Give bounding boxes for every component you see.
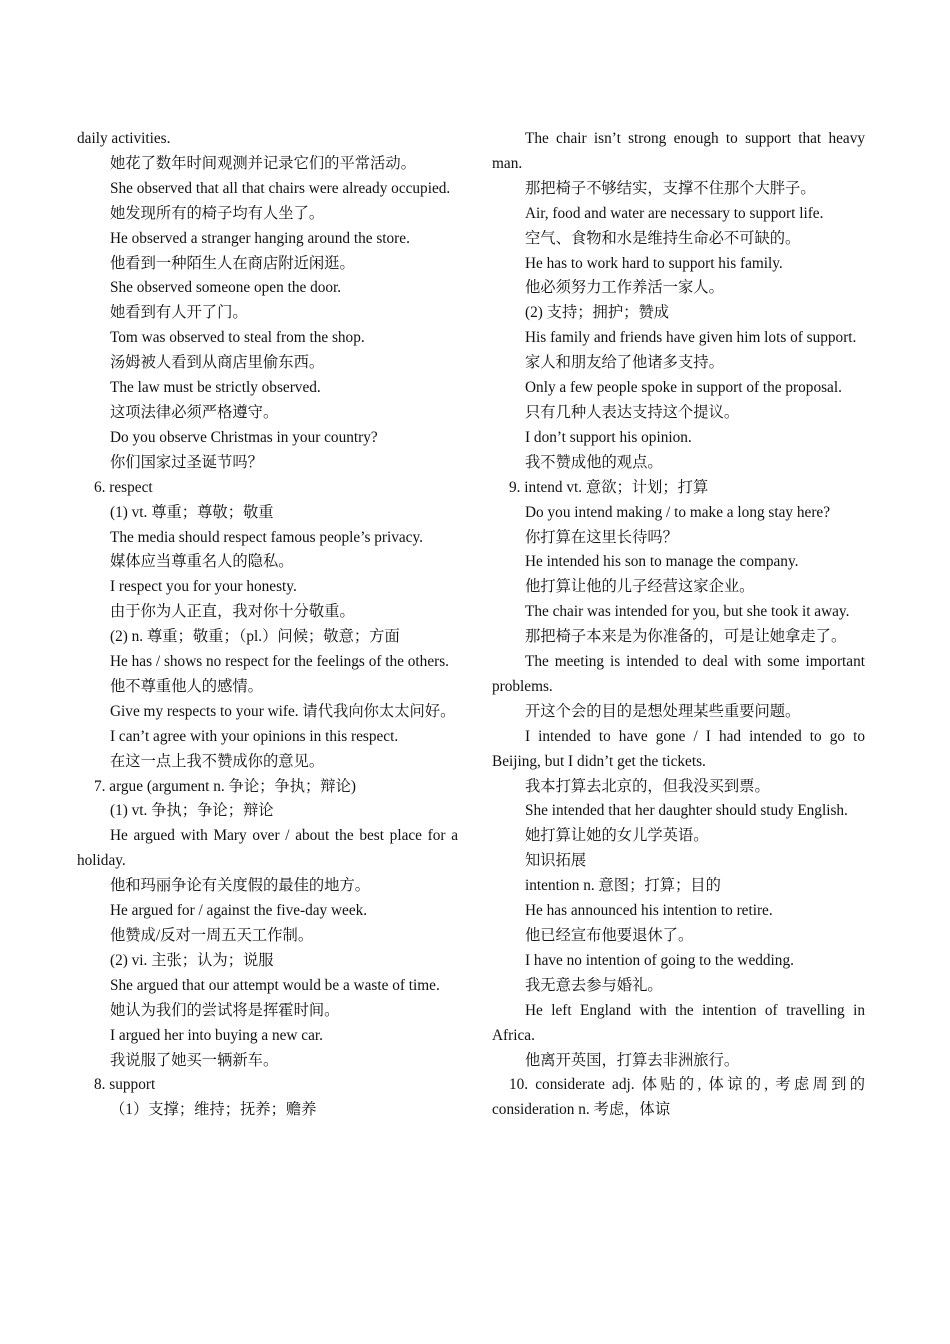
right-paragraph: 你打算在这里长待吗？ — [525, 528, 678, 546]
right-paragraph: 她打算让她的女儿学英语。 — [525, 827, 709, 845]
left-paragraph: 她花了数年时间观测并记录它们的平常活动。 — [110, 154, 416, 172]
right-paragraph: I have no intention of going to the wedding. — [525, 951, 794, 969]
right-paragraph: 我不赞成他的观点。 — [525, 453, 663, 471]
left-paragraph: She observed someone open the door. — [110, 279, 342, 297]
right-paragraph: The chair isn’t strong enough to support that heavy man. — [492, 130, 865, 172]
left-paragraph: 他赞成/反对一周五天工作制。 — [110, 927, 314, 944]
left-paragraph: 这项法律必须严格遵守。 — [110, 403, 279, 421]
right-paragraph: Do you intend making / to make a long stay here? — [525, 503, 831, 521]
right-paragraph: 他打算让他的儿子经营这家企业。 — [525, 578, 755, 596]
left-paragraph: 她发现所有的椅子均有人坐了。 — [110, 204, 325, 222]
left-paragraph: He argued with Mary over / about the best place for a holiday. — [77, 827, 458, 870]
left-paragraph: He argued for / against the five-day week. — [110, 902, 368, 920]
left-column — [77, 127, 458, 1123]
left-paragraph: The law must be strictly observed. — [110, 379, 321, 397]
right-paragraph: 我本打算去北京的，但我没买到票。 — [525, 777, 770, 795]
left-paragraph: Tom was observed to steal from the shop. — [110, 329, 365, 347]
left-paragraph: I respect you for your honesty. — [110, 578, 297, 596]
left-paragraph: daily activities. — [77, 130, 171, 147]
right-paragraph: 那把椅子不够结实，支撑不住那个大胖子。 — [525, 179, 816, 197]
right-paragraph: He intended his son to manage the company. — [525, 553, 799, 571]
left-paragraph: （1）支撑；维持；抚养；赡养 — [110, 1101, 317, 1119]
left-paragraph: He has / shows no respect for the feelings of the others. — [110, 653, 449, 671]
right-paragraph: 家人和朋友给了他诸多支持。 — [525, 354, 724, 372]
right-paragraph: 他必须努力工作养活一家人。 — [525, 279, 724, 297]
right-paragraph: intention n. 意图；打算；目的 — [525, 877, 721, 895]
right-paragraph: 他离开英国，打算去非洲旅行。 — [525, 1051, 740, 1069]
left-paragraph: She observed that all that chairs were already occupied. — [110, 179, 451, 197]
left-paragraph: 我说服了她买一辆新车。 — [110, 1051, 279, 1069]
right-paragraph: He left England with the intention of travelling in Africa. — [492, 1001, 865, 1044]
left-paragraph: 由于你为人正直，我对你十分敬重。 — [110, 603, 355, 621]
right-column — [492, 127, 865, 1123]
right-paragraph: The meeting is intended to deal with some important problems. — [492, 653, 865, 695]
left-paragraph: Give my respects to your wife. 请代我向你太太问好。 — [110, 702, 456, 720]
right-paragraph: The chair was intended for you, but she took it away. — [525, 603, 850, 621]
left-paragraph: (2) vi. 主张；认为；说服 — [110, 951, 274, 969]
right-paragraph: Only a few people spoke in support of the proposal. — [525, 379, 842, 397]
left-entry-heading: 6. respect — [94, 478, 153, 496]
right-paragraph: 只有几种人表达支持这个提议。 — [525, 403, 740, 421]
left-paragraph: I can’t agree with your opinions in this respect. — [110, 727, 399, 745]
left-paragraph: Do you observe Christmas in your country? — [110, 428, 378, 446]
left-entry-heading: 7. argue (argument n. 争论；争执；辩论) — [94, 777, 356, 795]
right-entry-heading: 9. intend vt. 意欲；计划；打算 — [509, 478, 709, 496]
right-paragraph: He has announced his intention to retire. — [525, 902, 773, 920]
right-paragraph: She intended that her daughter should study English. — [525, 802, 848, 820]
left-paragraph: 汤姆被人看到从商店里偷东西。 — [110, 354, 325, 372]
left-paragraph: 在这一点上我不赞成你的意见。 — [110, 752, 325, 770]
right-paragraph: 知识拓展 — [525, 852, 587, 870]
left-paragraph: (1) vt. 争执；争论；辩论 — [110, 802, 274, 820]
right-paragraph: His family and friends have given him lots of support. — [525, 329, 857, 347]
left-paragraph: 她认为我们的尝试将是挥霍时间。 — [110, 1001, 340, 1019]
left-paragraph: 他和玛丽争论有关度假的最佳的地方。 — [110, 877, 371, 895]
left-paragraph: 他不尊重他人的感情。 — [110, 677, 263, 695]
left-paragraph: I argued her into buying a new car. — [110, 1026, 323, 1044]
right-entry-heading: 10. considerate adj. 体贴的, 体谅的, 考虑周到的 consideration n. 考虑，体谅 — [492, 1076, 865, 1119]
left-paragraph: 他看到一种陌生人在商店附近闲逛。 — [110, 254, 355, 272]
left-paragraph: The media should respect famous people’s privacy. — [110, 528, 423, 546]
left-paragraph: (2) n. 尊重；敬重；（pl.）问候；敬意；方面 — [110, 628, 400, 646]
right-paragraph: 我无意去参与婚礼。 — [525, 976, 663, 994]
left-paragraph: 你们国家过圣诞节吗？ — [110, 453, 263, 471]
right-paragraph: 那把椅子本来是为你准备的，可是让她拿走了。 — [525, 628, 847, 646]
right-paragraph: I don’t support his opinion. — [525, 428, 692, 446]
right-paragraph: (2) 支持；拥护；赞成 — [525, 304, 670, 322]
left-paragraph: 她看到有人开了门。 — [110, 304, 248, 322]
left-paragraph: (1) vt. 尊重；尊敬；敬重 — [110, 503, 274, 521]
right-paragraph: 空气、食物和水是维持生命必不可缺的。 — [525, 229, 801, 247]
right-paragraph: 开这个会的目的是想处理某些重要问题。 — [525, 702, 801, 720]
left-entry-heading: 8. support — [94, 1076, 156, 1094]
left-paragraph: He observed a stranger hanging around the store. — [110, 229, 410, 247]
left-paragraph: She argued that our attempt would be a waste of time. — [110, 976, 440, 994]
right-paragraph: 他已经宣布他要退休了。 — [525, 927, 694, 944]
left-paragraph: 媒体应当尊重名人的隐私。 — [110, 553, 294, 571]
right-paragraph: I intended to have gone / I had intended to go to Beijing, but I didn’t get the tickets. — [492, 727, 865, 770]
right-paragraph: Air, food and water are necessary to support life. — [525, 204, 824, 222]
right-paragraph: He has to work hard to support his family. — [525, 254, 783, 272]
